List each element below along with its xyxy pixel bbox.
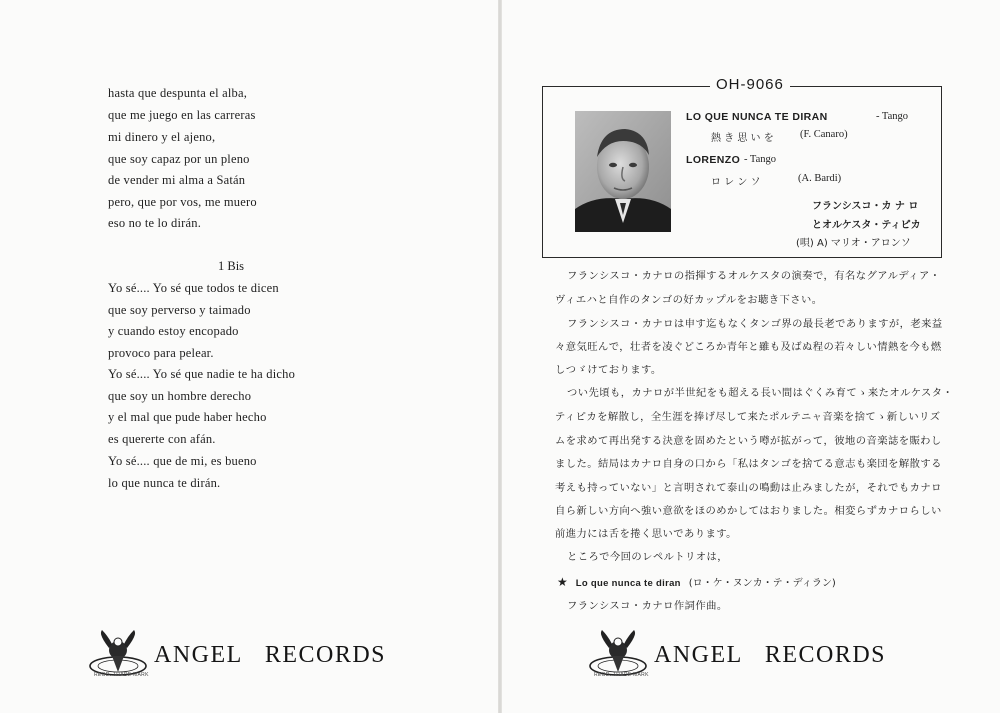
lyric-line: pero, que por vos, me muero [108, 195, 257, 209]
body-text-line: 考えも持っていない」と言明されて泰山の鳴動は止みましたが，それでもカナロ [555, 482, 942, 494]
repertoire-song-kana: (ロ・ケ・ヌンカ・テ・ディラン) [688, 578, 836, 589]
repertoire-song-title: Lo que nunca te diran [575, 578, 681, 589]
track-jp-title: ロ レ ン ソ [711, 177, 761, 188]
lyric-line: eso no te lo dirán. [108, 216, 202, 230]
lyric-line: provoco para pelear. [108, 346, 214, 360]
lyric-line: es quererte con afán. [108, 432, 216, 446]
lyric-line: Yo sé.... que de mi, es bueno [108, 454, 257, 468]
track-composer: (A. Bardi) [798, 173, 842, 184]
track-genre: - Tango [876, 111, 909, 122]
body-text-line: しつゞけております。 [555, 364, 662, 376]
star-icon: ★ [557, 575, 568, 589]
lyric-line: y el mal que pude haber hecho [108, 410, 267, 424]
lyric-line: que soy un hombre derecho [108, 389, 252, 403]
portrait-photo-icon [575, 111, 671, 232]
body-text-line: ヴィエハと自作のタンゴの好カップルをお聴き下さい。 [555, 294, 823, 306]
logo-caption: REGD. TRADE MARK [594, 672, 649, 678]
lyric-line: de vender mi alma a Satán [108, 173, 246, 187]
left-page [0, 0, 498, 713]
lyric-line: lo que nunca te dirán. [108, 476, 221, 490]
body-text-line: ティピカを解散し，全生涯を捧げ尽して来たポルテニャ音楽を捨てゝ新しいリズ [555, 411, 941, 423]
body-text-line: ました。結局はカナロ自身の口から「私はタンゴを捨てる意志も楽団を解散する [555, 458, 942, 470]
body-text-line: フランシスコ・カナロの指揮するオルケスタの演奏で，有名なグアルディア・ [567, 270, 941, 282]
page-spine [498, 0, 502, 713]
lyric-line: mi dinero y el ajeno, [108, 130, 216, 144]
lyric-line: hasta que despunta el alba, [108, 86, 248, 100]
lyric-line: que soy perverso y taimado [108, 303, 251, 317]
performer-line: (唄) A) マリオ・アロンソ [796, 238, 911, 249]
track-genre: - Tango [744, 154, 777, 165]
repertoire-item [557, 574, 836, 590]
portrait-photo [575, 111, 671, 232]
logo-caption: REGD. TRADE MARK [94, 672, 149, 678]
angel-records-logo [588, 628, 918, 680]
body-text-line: 自ら新しい方向へ強い意欲をほのめかしてはおりました。相変らずカナロらしい [555, 505, 942, 517]
performer-line: フランシスコ・カ ナ ロ [812, 201, 919, 212]
body-text-line: つい先頃も，カナロが半世紀をも超える長い間はぐくみ育てゝ来たオルケスタ・ [567, 387, 954, 399]
angel-records-logo [88, 628, 418, 680]
track-title: LO QUE NUNCA TE DIRAN [686, 111, 828, 123]
track-jp-title: 熱 き 思 い を [711, 133, 774, 144]
lyric-line: que soy capaz por un pleno [108, 152, 250, 166]
catalog-number: OH-9066 [710, 76, 790, 93]
logo-brand-text: ANGEL [154, 642, 243, 668]
body-text-line: フランシスコ・カナロは申す迄もなくタンゴ界の最長老でありますが，老来益 [567, 318, 943, 330]
track-composer: (F. Canaro) [800, 129, 848, 140]
body-text-line: 前進力には舌を捲く思いであります。 [555, 528, 737, 540]
lyric-line: que me juego en las carreras [108, 108, 256, 122]
lyric-line: y cuando estoy encopado [108, 324, 239, 338]
body-text-line: ところで今回のレペルトリオは， [567, 551, 728, 563]
logo-records-text: RECORDS [264, 642, 387, 668]
logo-records-text: RECORDS [764, 642, 887, 668]
body-text-line: ムを求めて再出発する決意を固めたという噂が拡がって，彼地の音楽誌を賑わし [555, 435, 942, 447]
bis-heading: 1 Bis [218, 259, 245, 273]
credit-line: フランシスコ・カナロ作詞作曲。 [567, 600, 728, 612]
lyric-line: Yo sé.... Yo sé que todos te dicen [108, 281, 279, 295]
performer-line: とオルケスタ・ティピカ [812, 220, 921, 231]
body-text-line: 々意気旺んで，壮者を凌ぐどころか青年と雖も及ばぬ程の若々しい情熱を今も燃 [555, 341, 942, 353]
lyric-line: Yo sé.... Yo sé que nadie te ha dicho [108, 367, 296, 381]
track-title: LORENZO [686, 154, 741, 166]
logo-brand-text: ANGEL [654, 642, 743, 668]
